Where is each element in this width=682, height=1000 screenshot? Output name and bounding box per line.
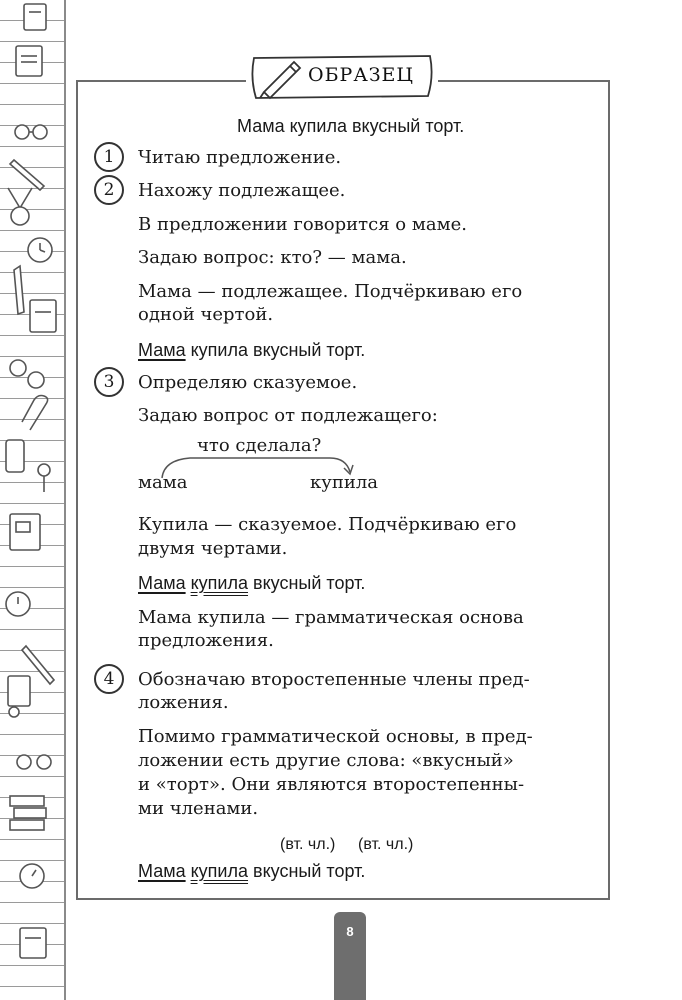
sample-header <box>246 50 438 104</box>
secondary-member-mark: (вт. чл.) <box>358 836 414 853</box>
paragraph-line: предложения. <box>138 630 274 651</box>
from-word: мама <box>138 472 188 493</box>
books-icon <box>10 796 46 830</box>
header-title: ОБРАЗЕЦ <box>308 64 414 86</box>
glasses-icon <box>10 360 44 388</box>
question-label: что сделала? <box>197 435 322 456</box>
paragraph-line: Помимо грамматической основы, в пред- <box>138 726 533 747</box>
step-text-line: ложения. <box>138 692 229 713</box>
example-sentence <box>138 859 365 884</box>
notebook-icon <box>30 300 56 332</box>
step-number: 1 <box>94 142 124 172</box>
pencil-icon <box>10 160 44 190</box>
paragraph-line: двумя чертами. <box>138 538 288 559</box>
step-number: 2 <box>94 175 124 205</box>
paragraph <box>138 279 598 304</box>
paragraph-line: и «торт». Они являются второстепенны- <box>138 774 525 795</box>
predicate-word: купила <box>190 861 249 881</box>
secondary-member-mark: (вт. чл.) <box>280 836 336 853</box>
page-number-tab <box>334 912 366 1000</box>
medal-icon <box>8 188 32 225</box>
paragraph-line: ми членами. <box>138 798 259 819</box>
alarm-clock-icon <box>6 592 30 616</box>
example-sentence <box>138 571 365 596</box>
step-text: Определяю сказуемое. <box>138 372 358 393</box>
glasses-icon <box>17 755 51 769</box>
paragraph-line: Мама купила — грамматическая основа <box>138 607 524 628</box>
paragraph-line: ложении есть другие слова: «вкусный» <box>138 750 514 771</box>
notebook-icon <box>20 928 46 958</box>
to-word: купила <box>310 472 379 493</box>
book-icon <box>24 4 46 30</box>
paperclip-icon <box>22 396 48 431</box>
subject-word: Мама <box>138 573 186 593</box>
glasses-icon <box>15 125 47 139</box>
alarm-clock-icon <box>28 238 52 262</box>
step-text: Обозначаю второстепенные члены пред- <box>138 669 530 690</box>
page-number: 8 <box>346 924 354 939</box>
paragraph-line: Мама — подлежащее. Подчёркиваю его <box>138 281 523 302</box>
subject-word: Мама <box>138 340 186 360</box>
paragraph <box>138 605 598 630</box>
paragraph: В предложении говорится о маме. <box>138 214 467 235</box>
step-text: Нахожу подлежащее. <box>138 180 346 201</box>
paragraph-line: Купила — сказуемое. Подчёркиваю его <box>138 514 517 535</box>
paragraph: Задаю вопрос: кто? — мама. <box>138 247 407 268</box>
notebook-icon <box>16 46 42 76</box>
example-sentence: Мама купила вкусный торт. <box>237 116 465 136</box>
sentence-rest: купила вкусный торт. <box>190 340 366 360</box>
book-icon <box>10 514 40 550</box>
paragraph <box>138 512 598 537</box>
predicate-word: купила <box>190 573 249 593</box>
step-text: Читаю предложение. <box>138 147 342 168</box>
alarm-clock-icon <box>20 864 44 888</box>
example-sentence <box>138 338 365 363</box>
decorative-strip <box>0 0 66 1000</box>
phone-icon <box>6 440 24 472</box>
pushpin-icon <box>38 464 50 492</box>
secondary-word: торт. <box>326 861 366 881</box>
paragraph: Задаю вопрос от подлежащего: <box>138 405 438 426</box>
step-number: 3 <box>94 367 124 397</box>
secondary-word: вкусный <box>253 861 322 881</box>
sentence-rest: вкусный торт. <box>253 573 366 593</box>
step-number: 4 <box>94 664 124 694</box>
certificate-icon <box>8 676 30 717</box>
subject-word: Мама <box>138 861 186 881</box>
pen-icon <box>14 266 24 314</box>
paragraph-line: одной чертой. <box>138 304 274 325</box>
